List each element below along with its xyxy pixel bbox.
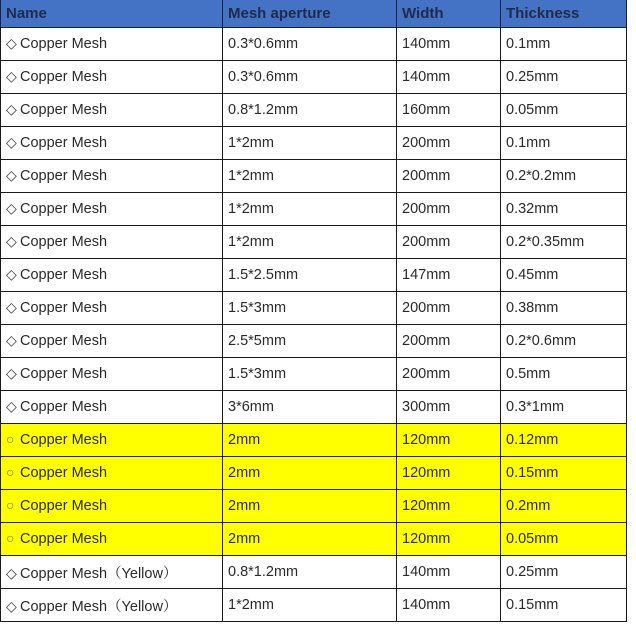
- cell-width: 200mm: [397, 226, 501, 259]
- column-header-name[interactable]: Name: [1, 0, 223, 28]
- cell-mesh-aperture: 2mm: [223, 424, 397, 457]
- cell-name: [1, 61, 223, 94]
- cell-width: 300mm: [397, 391, 501, 424]
- table-row[interactable]: [1, 94, 627, 127]
- cell-width: 200mm: [397, 325, 501, 358]
- cell-mesh-aperture: 1*2mm: [223, 127, 397, 160]
- cell-mesh-aperture: 1.5*3mm: [223, 358, 397, 391]
- table-row[interactable]: [1, 28, 627, 61]
- cell-thickness: 0.2*0.2mm: [501, 160, 627, 193]
- cell-thickness: 0.32mm: [501, 193, 627, 226]
- table-row[interactable]: [1, 589, 627, 622]
- cell-mesh-aperture: 2mm: [223, 490, 397, 523]
- cell-mesh-aperture: 1.5*3mm: [223, 292, 397, 325]
- cell-thickness: 0.5mm: [501, 358, 627, 391]
- cell-width: 200mm: [397, 160, 501, 193]
- cell-mesh-aperture: 0.8*1.2mm: [223, 556, 397, 589]
- cell-width: 140mm: [397, 556, 501, 589]
- cell-mesh-aperture: 2.5*5mm: [223, 325, 397, 358]
- cell-width: 120mm: [397, 457, 501, 490]
- cell-width: 140mm: [397, 61, 501, 94]
- cell-mesh-aperture: 1*2mm: [223, 589, 397, 622]
- cell-name-label: Copper Mesh: [20, 36, 108, 52]
- cell-mesh-aperture: 0.3*0.6mm: [223, 61, 397, 94]
- cell-name-label: Copper Mesh: [20, 201, 108, 217]
- cell-width: 147mm: [397, 259, 501, 292]
- diamond-bullet-icon: ◇: [6, 68, 17, 84]
- cell-thickness: 0.15mm: [501, 457, 627, 490]
- table-row[interactable]: [1, 424, 627, 457]
- table-row[interactable]: [1, 127, 627, 160]
- cell-name-label: Copper Mesh: [20, 102, 108, 118]
- cell-thickness: 0.1mm: [501, 127, 627, 160]
- cell-name: [1, 292, 223, 325]
- table-row[interactable]: [1, 490, 627, 523]
- diamond-bullet-icon: ◇: [6, 266, 17, 282]
- cell-name: [1, 325, 223, 358]
- diamond-bullet-icon: ◇: [6, 299, 17, 315]
- cell-name-label: Copper Mesh: [20, 234, 108, 250]
- cell-thickness: 0.12mm: [501, 424, 627, 457]
- cell-name: [1, 490, 223, 523]
- cell-name-label: Copper Mesh: [20, 168, 108, 184]
- diamond-bullet-icon: ◇: [6, 200, 17, 216]
- table-row[interactable]: [1, 358, 627, 391]
- cell-mesh-aperture: 0.8*1.2mm: [223, 94, 397, 127]
- cell-name: [1, 193, 223, 226]
- cell-name: [1, 226, 223, 259]
- cell-thickness: 0.25mm: [501, 61, 627, 94]
- cell-width: 120mm: [397, 490, 501, 523]
- column-header-width[interactable]: Width: [397, 0, 501, 28]
- cell-width: 120mm: [397, 424, 501, 457]
- cell-name: [1, 391, 223, 424]
- cell-name: [1, 28, 223, 61]
- diamond-bullet-icon: ◇: [6, 233, 17, 249]
- circle-bullet-icon: ○: [6, 431, 15, 447]
- cell-name: [1, 127, 223, 160]
- diamond-bullet-icon: ◇: [6, 398, 17, 414]
- table-header-row: [1, 0, 627, 28]
- table-row[interactable]: [1, 556, 627, 589]
- cell-width: 200mm: [397, 358, 501, 391]
- diamond-bullet-icon: ◇: [6, 564, 17, 581]
- cell-width: 200mm: [397, 193, 501, 226]
- table-row[interactable]: [1, 457, 627, 490]
- cell-thickness: 0.3*1mm: [501, 391, 627, 424]
- circle-bullet-icon: ○: [6, 464, 15, 480]
- cell-name-label: Copper Mesh: [20, 432, 108, 448]
- diamond-bullet-icon: ◇: [6, 597, 17, 614]
- diamond-bullet-icon: ◇: [6, 167, 17, 183]
- diamond-bullet-icon: ◇: [6, 365, 17, 381]
- table-row[interactable]: [1, 193, 627, 226]
- cell-width: 140mm: [397, 589, 501, 622]
- table-row[interactable]: [1, 226, 627, 259]
- cell-thickness: 0.1mm: [501, 28, 627, 61]
- cell-width: 160mm: [397, 94, 501, 127]
- cell-name: [1, 457, 223, 490]
- cell-thickness: 0.2mm: [501, 490, 627, 523]
- cell-name: [1, 556, 223, 589]
- cell-name: [1, 523, 223, 556]
- table-row[interactable]: [1, 259, 627, 292]
- cell-mesh-aperture: 2mm: [223, 523, 397, 556]
- cell-name-label: Copper Mesh: [20, 366, 108, 382]
- cell-name: [1, 259, 223, 292]
- table-row[interactable]: [1, 325, 627, 358]
- cell-name-label: Copper Mesh: [20, 531, 108, 547]
- cell-width: 200mm: [397, 127, 501, 160]
- cell-thickness: 0.25mm: [501, 556, 627, 589]
- cell-name: [1, 424, 223, 457]
- cell-thickness: 0.15mm: [501, 589, 627, 622]
- cell-thickness: 0.45mm: [501, 259, 627, 292]
- cell-thickness: 0.2*0.35mm: [501, 226, 627, 259]
- cell-name-label: Copper Mesh: [20, 333, 108, 349]
- table-row[interactable]: [1, 160, 627, 193]
- cell-name-label: Copper Mesh: [20, 465, 108, 481]
- cell-name-label: Copper Mesh: [20, 399, 108, 415]
- diamond-bullet-icon: ◇: [6, 134, 17, 150]
- cell-width: 140mm: [397, 28, 501, 61]
- cell-name-label: Copper Mesh: [20, 267, 108, 283]
- cell-width: 200mm: [397, 292, 501, 325]
- cell-thickness: 0.05mm: [501, 523, 627, 556]
- table-row[interactable]: [1, 61, 627, 94]
- circle-bullet-icon: ○: [6, 530, 15, 546]
- cell-name-label: Copper Mesh: [20, 498, 108, 514]
- circle-bullet-icon: ○: [6, 497, 15, 513]
- cell-name: [1, 94, 223, 127]
- cell-thickness: 0.05mm: [501, 94, 627, 127]
- cell-thickness: 0.38mm: [501, 292, 627, 325]
- cell-name-label: Copper Mesh（Yellow）: [20, 565, 178, 582]
- diamond-bullet-icon: ◇: [6, 332, 17, 348]
- cell-name: [1, 358, 223, 391]
- table-row[interactable]: [1, 523, 627, 556]
- cell-mesh-aperture: 1*2mm: [223, 160, 397, 193]
- cell-mesh-aperture: 3*6mm: [223, 391, 397, 424]
- table-body: [1, 28, 627, 622]
- cell-mesh-aperture: 2mm: [223, 457, 397, 490]
- diamond-bullet-icon: ◇: [6, 35, 17, 51]
- table-header: [1, 0, 627, 28]
- cell-name-label: Copper Mesh: [20, 300, 108, 316]
- cell-mesh-aperture: 1*2mm: [223, 226, 397, 259]
- cell-mesh-aperture: 1.5*2.5mm: [223, 259, 397, 292]
- cell-width: 120mm: [397, 523, 501, 556]
- column-header-mesh-aperture[interactable]: Mesh aperture: [223, 0, 397, 28]
- diamond-bullet-icon: ◇: [6, 101, 17, 117]
- cell-mesh-aperture: 1*2mm: [223, 193, 397, 226]
- table-row[interactable]: [1, 292, 627, 325]
- cell-thickness: 0.2*0.6mm: [501, 325, 627, 358]
- cell-mesh-aperture: 0.3*0.6mm: [223, 28, 397, 61]
- cell-name: [1, 589, 223, 622]
- cell-name-label: Copper Mesh: [20, 135, 108, 151]
- table-row[interactable]: [1, 391, 627, 424]
- cell-name-label: Copper Mesh（Yellow）: [20, 598, 178, 615]
- cell-name: [1, 160, 223, 193]
- column-header-thickness[interactable]: Thickness: [501, 0, 627, 28]
- cell-name-label: Copper Mesh: [20, 69, 108, 85]
